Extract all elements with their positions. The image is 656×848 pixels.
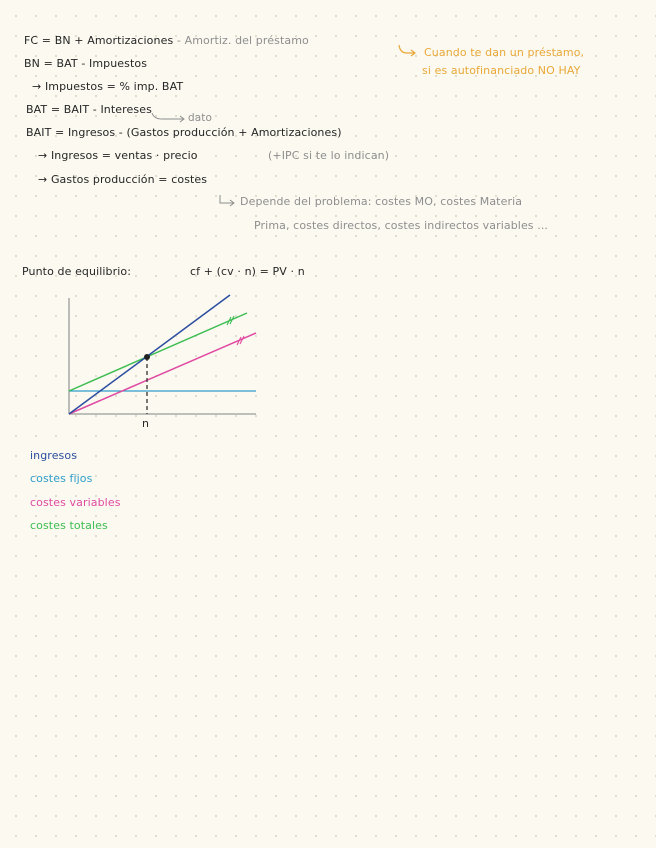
total-costs-line bbox=[69, 313, 247, 391]
x-axis-label-n: n bbox=[142, 417, 150, 430]
legend-costes-variables: costes variables bbox=[30, 496, 121, 509]
equilibrium-formula: cf + (cv · n) = PV · n bbox=[190, 265, 305, 278]
formula-bait: BAIT = Ingresos - (Gastos producción + Amortizaciones) bbox=[26, 126, 342, 139]
break-even-point bbox=[144, 354, 150, 360]
legend-costes-totales: costes totales bbox=[30, 519, 108, 532]
arrow-right-icon: → bbox=[32, 80, 42, 93]
legend-ingresos: ingresos bbox=[30, 449, 78, 462]
formula-bat: BAT = BAIT - Intereses bbox=[26, 103, 152, 116]
arrow-right-icon: → bbox=[38, 149, 48, 162]
formula-fc-main: FC = BN + Amortizaciones bbox=[24, 34, 174, 47]
formula-fc-note: - Amortiz. del préstamo bbox=[176, 34, 309, 47]
aside-note-line1: Cuando te dan un préstamo, bbox=[424, 46, 585, 59]
formula-ingresos-text: Ingresos = ventas · precio bbox=[50, 149, 198, 162]
dato-note: dato bbox=[188, 112, 213, 124]
depends-note-line2: Prima, costes directos, costes indirectos variables ... bbox=[254, 219, 549, 232]
equilibrium-label: Punto de equilibrio: bbox=[22, 265, 132, 278]
aside-note-line2: si es autofinanciado NO HAY bbox=[422, 64, 581, 77]
arrow-right-icon: → bbox=[38, 173, 48, 186]
depends-note-line1: Depende del problema: costes MO, costes Materia bbox=[240, 195, 523, 208]
ipc-note: (+IPC si te lo indican) bbox=[268, 149, 390, 162]
legend-costes-fijos: costes fijos bbox=[30, 472, 93, 485]
formula-impuestos-text: Impuestos = % imp. BAT bbox=[44, 80, 184, 93]
formula-gastos-text: Gastos producción = costes bbox=[50, 173, 208, 186]
formula-bn: BN = BAT - Impuestos bbox=[24, 57, 148, 70]
